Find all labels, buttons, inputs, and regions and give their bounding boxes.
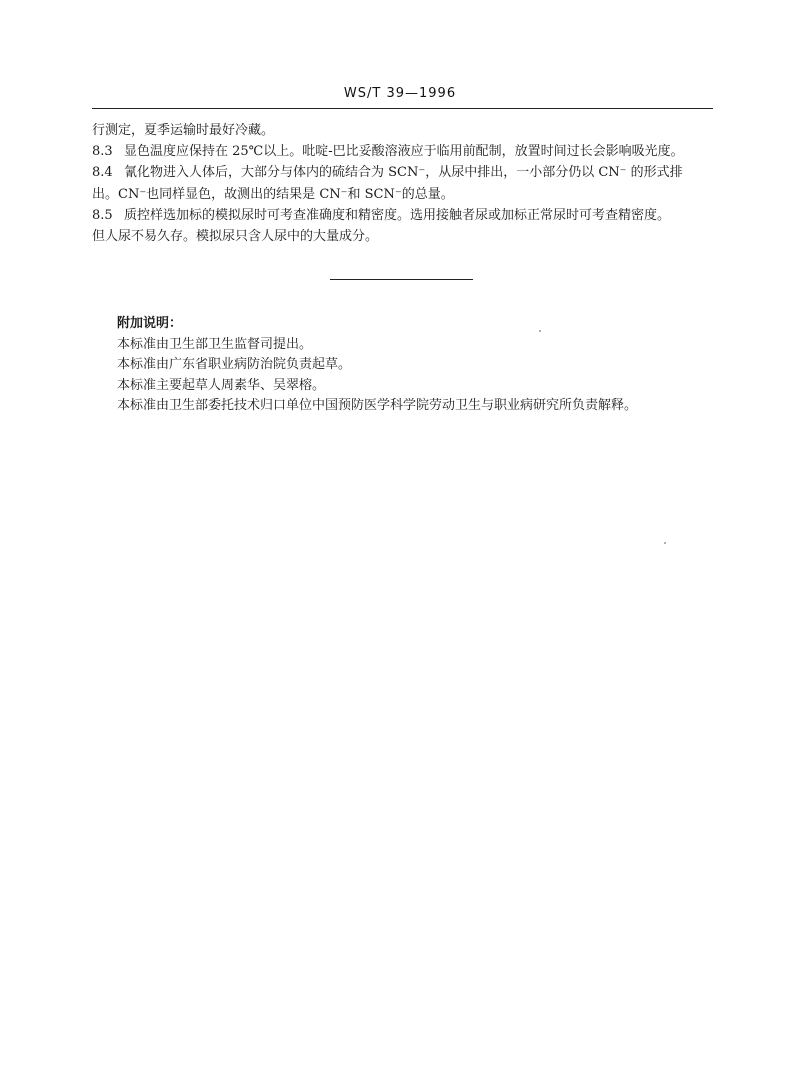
clause-8-4-cont: 出。CN⁻也同样显色，故测出的结果是 CN⁻和 SCN⁻的总量。	[92, 186, 454, 202]
clause-text: 质控样选加标的模拟尿时可考查准确度和精密度。选用接触者尿或加标正常尿时可考查精密度。	[124, 207, 671, 223]
clause-number: 8.5	[92, 207, 113, 223]
clause-8-5	[92, 205, 720, 226]
appendix-notes	[117, 314, 717, 417]
appendix-line: 本标准由广东省职业病防治院负责起草。	[117, 357, 352, 372]
header-divider	[92, 108, 713, 109]
appendix-line: 本标准由卫生部卫生监督司提出。	[117, 336, 313, 352]
scan-speck	[664, 542, 666, 544]
appendix-line: 本标准主要起草人周素华、吴翠榕。	[117, 377, 326, 393]
body-text	[92, 120, 720, 247]
continuation-line: 行测定，夏季运输时最好冷藏。	[92, 123, 275, 138]
clause-8-3	[92, 141, 720, 162]
clause-text: 氰化物进入人体后，大部分与体内的硫结合为 SCN⁻，从尿中排出，一小部分仍以 CN⁻ 的形式排	[124, 165, 683, 181]
appendix-title: 附加说明：	[117, 316, 183, 331]
appendix-line: 本标准由卫生部委托技术归口单位中国预防医学科学院劳动卫生与职业病研究所负责解释。	[117, 398, 638, 413]
clause-text: 显色温度应保持在 25℃以上。吡啶-巴比妥酸溶液应于临用前配制，放置时间过长会影响吸光度。	[124, 144, 684, 160]
clause-8-4	[92, 162, 720, 183]
scan-speck	[539, 330, 541, 332]
section-end-rule	[330, 279, 473, 280]
clause-number: 8.3	[92, 144, 113, 160]
clause-8-5-cont: 但人尿不易久存。模拟尿只含人尿中的大量成分。	[92, 229, 379, 245]
standard-code-header: WS/T 39—1996	[343, 86, 457, 101]
clause-number: 8.4	[92, 165, 113, 181]
